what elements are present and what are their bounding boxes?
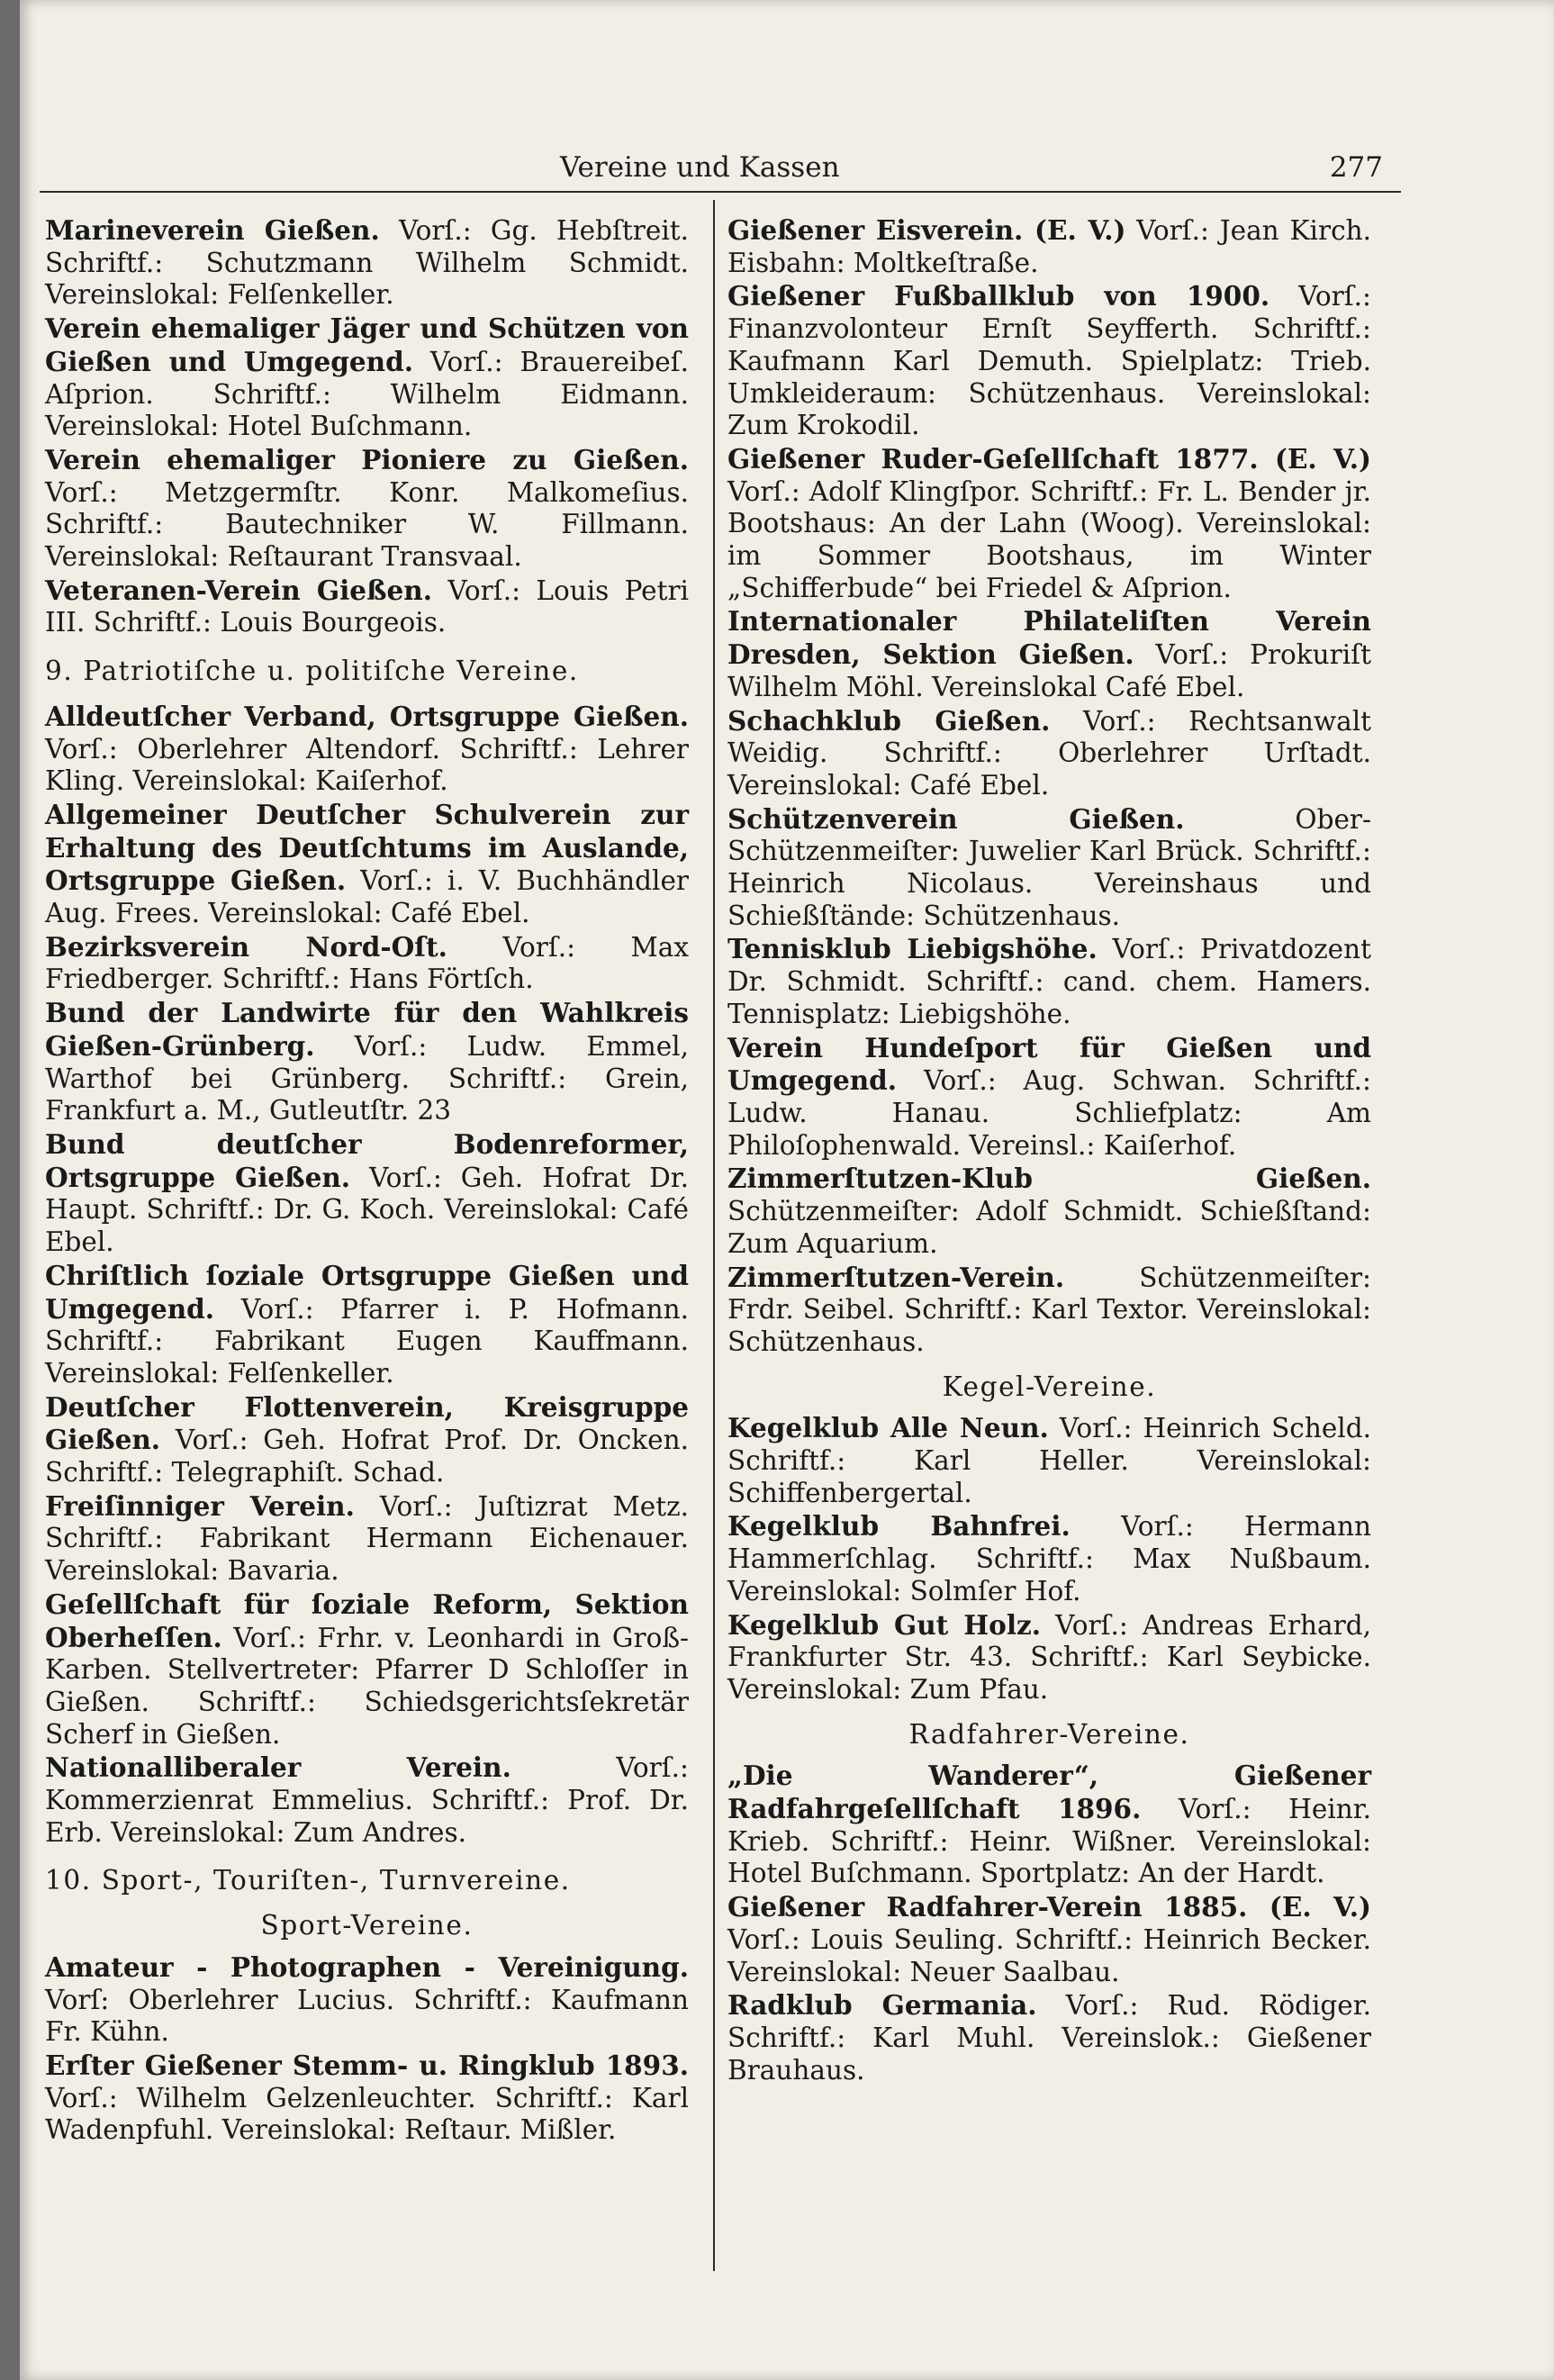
- association-entry: [727, 1163, 1371, 1260]
- association-entry: [45, 931, 689, 996]
- association-entry: [45, 1490, 689, 1588]
- right-column: [727, 214, 1371, 2087]
- association-name: Internationaler Philateliſten Verein Dresden, Sektion Gießen.: [727, 605, 1371, 671]
- association-details: Ober-Schützenmeiſter: Juwelier Karl Brück. Schriftf.: Heinrich Nicolaus. Vereinshaus und Schießſtände: Schützenhaus.: [727, 803, 1371, 931]
- association-entry: [45, 997, 689, 1127]
- association-entry: [45, 1260, 689, 1390]
- association-entry: [727, 214, 1371, 279]
- association-details: Vorſ.: Ludw. Emmel, Warthof bei Grünberg. Schriftf.: Grein, Frankfurt a. M., Gutleutſtr. 23: [45, 1030, 689, 1127]
- association-details: Vorſ.: Heinr. Krieb. Schriftf.: Heinr. Wißner. Vereinslokal: Hotel Buſchmann. Sportplatz: An der Hardt.: [727, 1794, 1371, 1889]
- running-header: [20, 151, 1554, 205]
- association-details: Vorſ.: Prokuriſt Wilhelm Möhl. Vereinslokal Café Ebel.: [727, 639, 1371, 702]
- association-name: Gießener Fußballklub von 1900.: [727, 280, 1270, 312]
- association-entry: [45, 1128, 689, 1259]
- association-details: Vorſ.: Pfarrer i. P. Hofmann. Schriftf.: Fabrikant Eugen Kauffmann. Vereinslokal: Felſenkeller.: [45, 1293, 689, 1389]
- association-entry: [727, 280, 1371, 442]
- left-column: [45, 214, 689, 2148]
- association-details: Vorſ.: Adolf Klingſpor. Schriftf.: Fr. L. Bender jr. Bootshaus: An der Lahn (Woog). Vereinslokal: im Sommer Bootshaus, im Winter „Schifferbude“ bei Friedel & Aſprion.: [727, 475, 1371, 603]
- subsection-heading: Kegel-Vereine.: [942, 1371, 1157, 1402]
- association-details: Vorſ.: i. V. Buchhändler Aug. Frees. Vereinslokal: Café Ebel.: [45, 865, 690, 929]
- association-entry: [727, 443, 1371, 605]
- association-name: Gießener Ruder-Geſellſchaft 1877. (E. V.): [727, 442, 1371, 475]
- association-name: Erſter Gießener Stemm- u. Ringklub 1893.: [45, 2049, 689, 2081]
- subsection-heading: Radfahrer-Vereine.: [908, 1718, 1190, 1750]
- association-name: Chriſtlich ſoziale Ortsgruppe Gießen und Umgegend.: [45, 1259, 689, 1325]
- association-entry: [727, 1891, 1371, 1988]
- association-details: Vorſ.: Frhr. v. Leonhardi in Groß-Karben. Stellvertreter: Pfarrer D Schloſſer in Gießen. Schriftf.: Schiedsgerichtsſekretär Scherf in Gießen.: [45, 1622, 689, 1750]
- association-entry: [727, 705, 1371, 802]
- association-details: Vorſ.: Louis Seuling. Schriftf.: Heinrich Becker. Vereinslokal: Neuer Saalbau.: [727, 1923, 1371, 1987]
- association-details: Schützenmeiſter: Frdr. Seibel. Schriftf.: Karl Textor. Vereinslokal: Schützenhaus.: [727, 1262, 1371, 1357]
- association-name: Bund der Landwirte für den Wahlkreis Gießen-Grünberg.: [45, 997, 689, 1062]
- column-divider: [713, 200, 715, 2271]
- association-details: Vorſ.: Jean Kirch. Eisbahn: Moltkeſtraße.: [727, 215, 1371, 278]
- association-details: Vorſ: Oberlehrer Lucius. Schriftf.: Kaufmann Fr. Kühn.: [45, 1984, 689, 2048]
- association-name: Verein ehemaliger Pioniere zu Gießen.: [45, 443, 689, 475]
- association-entry: [45, 312, 689, 443]
- association-details: Vorſ.: Gg. Hebſtreit. Schriftf.: Schutzmann Wilhelm Schmidt. Vereinslokal: Felſenkeller.: [45, 215, 689, 311]
- association-entry: [727, 803, 1371, 933]
- association-details: Vorſ.: Wilhelm Gelzenleuchter. Schriftf.: Karl Wadenpfuhl. Vereinslokal: Reſtaur. Mißler.: [45, 2082, 689, 2146]
- association-name: Deutſcher Flottenverein, Kreisgruppe Gießen.: [45, 1390, 689, 1456]
- association-entry: [45, 2050, 689, 2147]
- association-name: Marineverein Gießen.: [45, 214, 380, 246]
- association-details: Vorſ.: Juſtizrat Metz. Schriftf.: Fabrikant Hermann Eichenauer. Vereinslokal: Bavaria.: [45, 1490, 689, 1587]
- association-entry: [727, 1412, 1371, 1509]
- association-name: Bezirksverein Nord-Oſt.: [45, 930, 447, 963]
- association-name: Freiſinniger Verein.: [45, 1489, 355, 1522]
- association-details: Schützenmeiſter: Adolf Schmidt. Schießſtand: Zum Aquarium.: [727, 1196, 1371, 1259]
- association-details: Vorſ.: Hermann Hammerſchlag. Schriftf.: Max Nußbaum. Vereinslokal: Solmſer Hof.: [727, 1511, 1372, 1606]
- association-details: Vorſ.: Oberlehrer Altendorf. Schriftf.: Lehrer Kling. Vereinslokal: Kaiſerhof.: [45, 733, 689, 797]
- running-title: Vereine und Kassen: [560, 151, 840, 184]
- association-name: Alldeutſcher Verband, Ortsgruppe Gießen.: [45, 700, 689, 732]
- association-entry: [45, 214, 689, 312]
- association-entry: [45, 1391, 689, 1489]
- association-name: Allgemeiner Deutſcher Schulverein zur Erhaltung des Deutſchtums im Auslande, Ortsgruppe Gießen.: [45, 798, 689, 897]
- association-name: Verein Hundeſport für Gießen und Umgegend.: [727, 1031, 1371, 1097]
- association-entry: [727, 1989, 1371, 2086]
- association-details: Vorſ.: Heinrich Scheld. Schriftf.: Karl Heller. Vereinslokal: Schiffenbergertal.: [727, 1413, 1371, 1508]
- association-details: Vorſ.: Max Friedberger. Schriftf.: Hans Förtſch.: [45, 931, 689, 995]
- association-name: Zimmerſtutzen-Klub Gießen.: [727, 1163, 1371, 1195]
- association-entry: [45, 1951, 689, 2049]
- association-name: Tennisklub Liebigshöhe.: [727, 933, 1098, 965]
- association-details: Vorſ.: Brauereibeſ. Aſprion. Schriftf.: Wilhelm Eidmann. Vereinslokal: Hotel Buſchmann.: [45, 346, 689, 442]
- association-name: Kegelklub Gut Holz.: [727, 1608, 1042, 1641]
- association-name: Gießener Eisverein. (E. V.): [727, 214, 1126, 246]
- association-details: Vorſ.: Finanzvolonteur Ernſt Seyfferth. Schriftf.: Kaufmann Karl Demuth. Spielplatz: Trieb. Umkleideraum: Schützenhaus. Vereinslokal: Zum Krokodil.: [727, 281, 1371, 441]
- page-number: 277: [1329, 151, 1383, 184]
- association-details: Vorſ.: Kommerzienrat Emmelius. Schriftf.: Prof. Dr. Erb. Vereinslokal: Zum Andres.: [45, 1752, 689, 1848]
- association-details: Vorſ.: Privatdozent Dr. Schmidt. Schriftf.: cand. chem. Hamers. Tennisplatz: Liebigshöhe.: [727, 934, 1371, 1029]
- association-name: Amateur - Photographen - Vereinigung.: [45, 1950, 689, 1983]
- association-name: Kegelklub Bahnfrei.: [727, 1510, 1071, 1543]
- association-name: Kegelklub Alle Neun.: [727, 1412, 1049, 1444]
- association-name: Zimmerſtutzen-Verein.: [727, 1261, 1065, 1293]
- association-name: Bund deutſcher Bodenreformer, Ortsgruppe Gießen.: [45, 1127, 689, 1193]
- association-details: Vorſ.: Metzgermſtr. Konr. Malkomeſius. Schriftf.: Bautechniker W. Fillmann. Vereinslokal: Reſtaurant Transvaal.: [45, 476, 689, 573]
- association-entry: [727, 933, 1371, 1030]
- subsection-heading: Sport-Vereine.: [260, 1910, 474, 1941]
- association-entry: [727, 1609, 1371, 1706]
- association-entry: [45, 1588, 689, 1751]
- association-entry: [45, 575, 689, 639]
- association-details: Vorſ.: Louis Petri III. Schriftf.: Louis Bourgeois.: [45, 575, 689, 638]
- association-name: Schützenverein Gießen.: [727, 802, 1185, 835]
- association-name: Geſellſchaft für ſoziale Reform, Sektion Oberheſſen.: [45, 1588, 689, 1653]
- book-page: [20, 0, 1554, 2380]
- association-entry: [45, 701, 689, 798]
- association-name: Schachklub Gießen.: [727, 704, 1051, 737]
- association-details: Vorſ.: Aug. Schwan. Schriftf.: Ludw. Hanau. Schliefplatz: Am Philoſophenwald. Vereinsl.: Kaiſerhof.: [727, 1065, 1371, 1161]
- association-name: Radklub Germania.: [727, 1989, 1037, 2022]
- association-name: Verein ehemaliger Jäger und Schützen von Gießen und Umgegend.: [45, 312, 689, 377]
- association-entry: [727, 605, 1371, 703]
- association-name: „Die Wanderer“, Gießener Radfahrgeſellſchaft 1896.: [727, 1760, 1371, 1825]
- association-entry: [727, 1262, 1371, 1359]
- association-name: Veteranen-Verein Gießen.: [45, 574, 432, 606]
- association-details: Vorſ.: Rud. Rödiger. Schriftf.: Karl Muhl. Vereinslok.: Gießener Brauhaus.: [727, 1990, 1371, 2086]
- section-heading: 10. Sport-, Touriſten-, Turnvereine.: [45, 1865, 571, 1896]
- association-entry: [45, 799, 689, 930]
- section-heading: 9. Patriotiſche u. politiſche Vereine.: [45, 656, 579, 687]
- association-details: Vorſ.: Geh. Hofrat Dr. Haupt. Schriftf.: Dr. G. Koch. Vereinslokal: Café Ebel.: [45, 1162, 689, 1258]
- header-rule: [40, 191, 1401, 193]
- association-entry: [45, 444, 689, 574]
- association-entry: [727, 1510, 1371, 1607]
- association-entry: [727, 1032, 1371, 1163]
- association-entry: [45, 1751, 689, 1849]
- association-details: Vorſ.: Andreas Erhard, Frankfurter Str. 43. Schriftf.: Karl Seybicke. Vereinslokal: Zum Pfau.: [727, 1609, 1371, 1705]
- association-entry: [727, 1760, 1371, 1890]
- association-details: Vorſ.: Rechtsanwalt Weidig. Schriftf.: Oberlehrer Urſtadt. Vereinslokal: Café Ebel.: [727, 705, 1371, 801]
- association-details: Vorſ.: Geh. Hofrat Prof. Dr. Oncken. Schriftf.: Telegraphiſt. Schad.: [45, 1425, 689, 1489]
- association-name: Gießener Radfahrer-Verein 1885. (E. V.): [727, 1891, 1371, 1923]
- association-name: Nationalliberaler Verein.: [45, 1751, 511, 1784]
